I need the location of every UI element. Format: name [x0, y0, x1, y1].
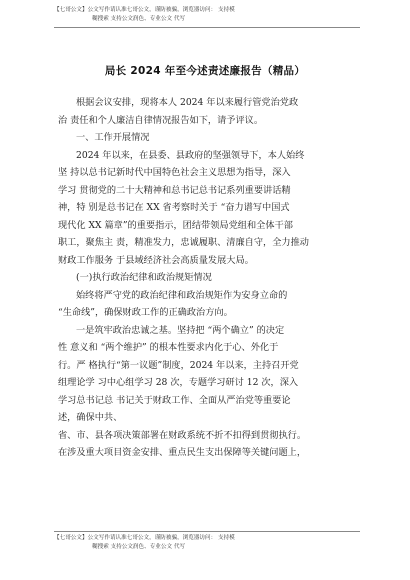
body-line: 财政工作服务 于县域经济社会高质量发展大局。: [58, 254, 254, 266]
subsection-heading: (一)执行政治纪律和政治规矩情况: [76, 272, 212, 283]
footer-line-1: 【七哥公文】公文写作请认准七哥公文，谨防被骗，浏览器访问： 支持模: [54, 535, 235, 541]
body-line: 神，特 别是总书记在 XX 省考察时关于 “奋力谱写中国式: [58, 202, 290, 213]
footer-line-2: 糊搜索 支持公文润色、专业公文 代写: [92, 544, 186, 550]
body-line: 省、市、县各项决策部署在财政系统不折不扣得到贯彻执行。: [58, 429, 307, 441]
body-line: 治 责任和个人廉洁自律情况报告如下，请予评议。: [58, 114, 264, 126]
document-body: [58, 94, 358, 462]
body-line: “生命线”，确保财政工作的正确政治方向。: [58, 307, 233, 318]
body-line: 学习 贯彻党的二十大精神和总书记总书记系列重要讲话精: [58, 184, 291, 196]
body-line: 行。严 格执行“第一议题”制度，2024 年以来，主持召开党: [58, 359, 299, 371]
header-divider: [54, 27, 360, 28]
header-line-1: 【七哥公文】公文写作请认准七哥公文，谨防被骗，浏览器访问： 支持模: [54, 7, 235, 13]
body-line: 一是筑牢政治忠诚之基。坚持把 “两个确立” 的决定: [76, 324, 285, 336]
body-line: 学习总书记总 书记关于财政工作、全面从严治党等重要论: [58, 394, 291, 406]
body-line: 始终将严守党的政治纪律和政治规矩作为安身立命的: [76, 289, 288, 301]
body-line: 性 意义和 “两个维护” 的根本性要求内化于心、外化于: [58, 342, 279, 353]
body-line: 在涉及重大项目资金安排、重点民生支出保障等关键问题上，: [58, 447, 307, 458]
header-line-2: 糊搜索 支持公文润色、专业公文 代写: [92, 16, 186, 22]
body-line: 组理论学 习中心组学习 28 次，专题学习研讨 12 次，深入: [58, 377, 299, 388]
section-heading: 一、工作开展情况: [76, 132, 150, 143]
body-line: 现代化 XX 篇章”的重要指示，团结带领局党组和全体干部: [58, 219, 293, 231]
body-line: 根据会议安排，现将本人 2024 年以来履行管党治党政: [76, 97, 299, 108]
body-line: 坚 持以总书记新时代中国特色社会主义思想为指导，深入: [58, 167, 291, 178]
body-line: 职工，聚焦主 责，精准发力，忠诚履职、清廉自守，全力推动: [58, 237, 309, 248]
body-line: 述，确保中共、: [58, 412, 123, 423]
footer-divider: [54, 531, 360, 532]
page-footer: [54, 534, 235, 552]
body-line: 2024 年以来，在县委、县政府的坚强领导下，本人始终: [76, 149, 305, 161]
page-header: [54, 6, 235, 24]
document-title: 局长 2024 年至今述责述廉报告（精品）: [104, 65, 306, 77]
